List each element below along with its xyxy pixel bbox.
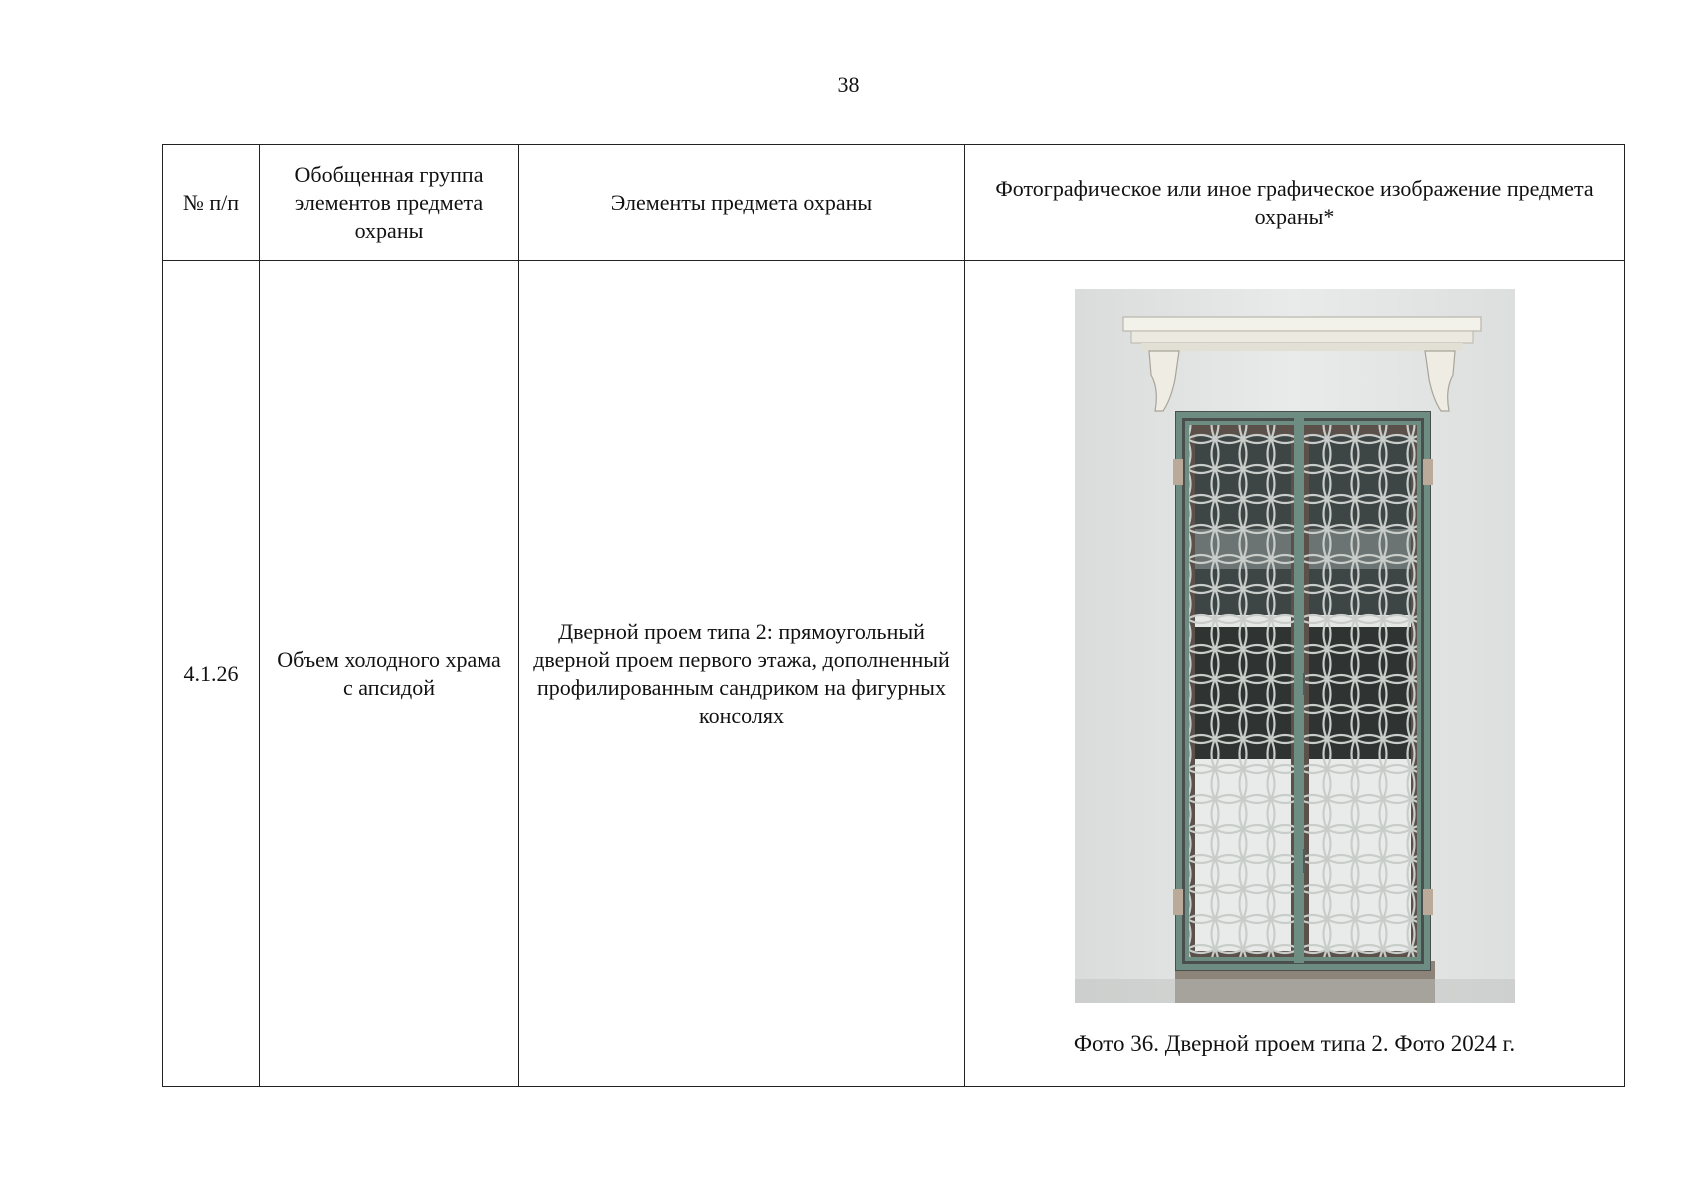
table-row: [163, 261, 1625, 1087]
header-number: № п/п: [163, 145, 260, 261]
table-header-row: [163, 145, 1625, 261]
photo-caption: Фото 36. Дверной проем типа 2. Фото 2024 г.: [1073, 1031, 1516, 1056]
row-number: 4.1.26: [163, 261, 260, 1087]
row-elements: Дверной проем типа 2: прямоугольный дверной проем первого этажа, дополненный профилированным сандриком на фигурных консолях: [519, 261, 965, 1087]
header-elements: Элементы предмета охраны: [519, 145, 965, 261]
page-number: 38: [837, 72, 860, 97]
protection-table: [162, 144, 1625, 1087]
row-photo-cell: [965, 261, 1625, 1087]
header-image: Фотографическое или иное графическое изображение предмета охраны*: [965, 145, 1625, 261]
door-photo: [1075, 289, 1515, 1003]
row-group: Объем холодного храма с апсидой: [260, 261, 519, 1087]
header-group: Обобщенная группа элементов предмета охраны: [260, 145, 519, 261]
